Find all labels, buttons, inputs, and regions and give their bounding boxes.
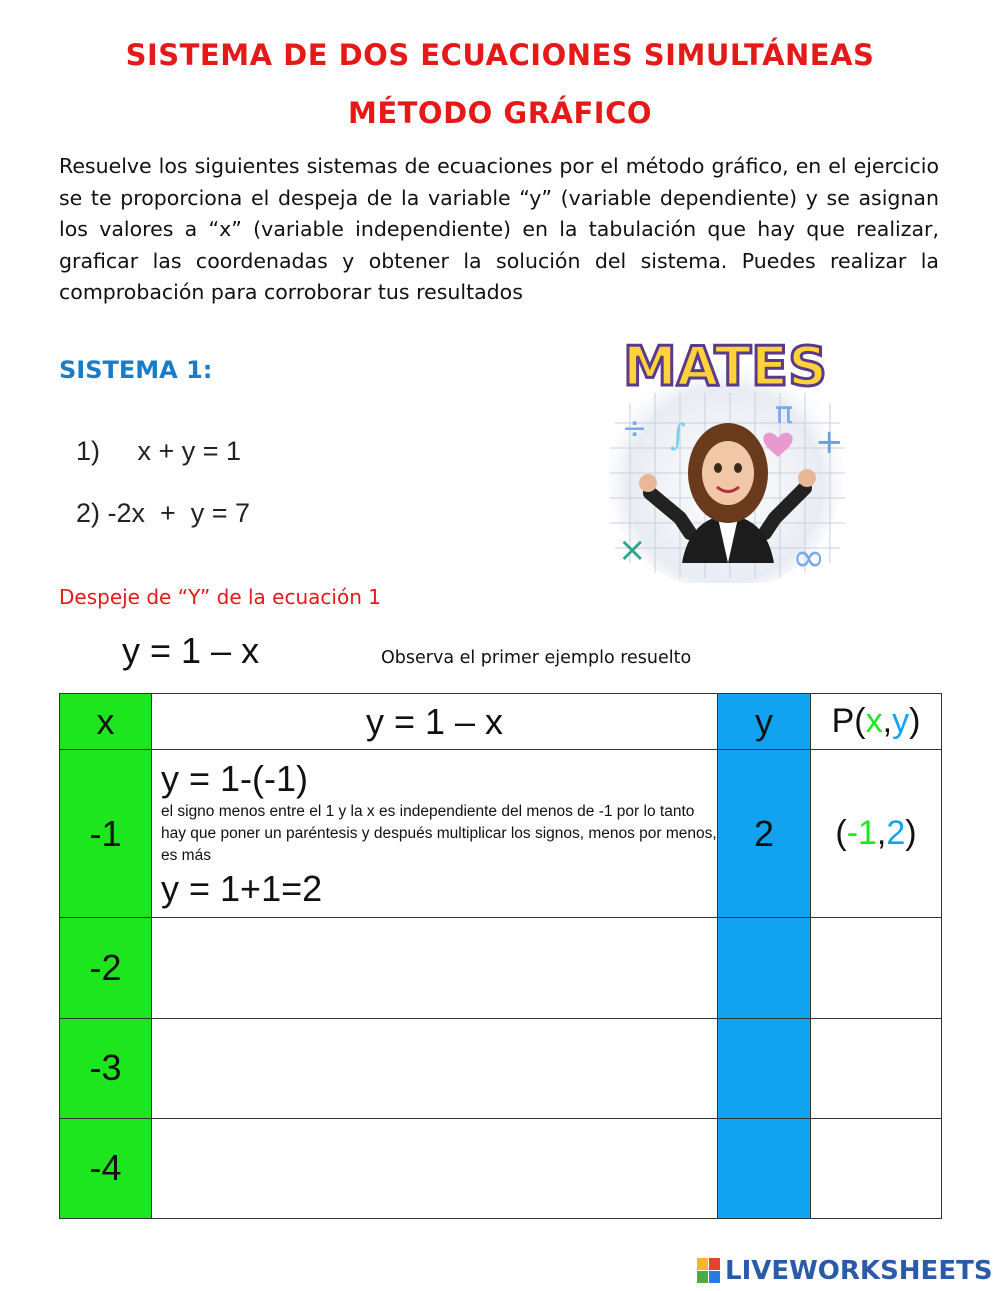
row1-point-comma: , xyxy=(876,814,887,853)
row3-work-input[interactable] xyxy=(152,1018,718,1118)
row4-point-input[interactable] xyxy=(811,1118,942,1218)
header-y: y xyxy=(718,694,811,750)
page-title: SISTEMA DE DOS ECUACIONES SIMULTÁNEAS xyxy=(125,38,875,72)
header-point xyxy=(811,694,942,750)
header-equation: y = 1 – x xyxy=(152,694,718,750)
row1-y-value[interactable]: 2 xyxy=(718,750,811,918)
header-point-x: x xyxy=(865,702,883,741)
solve-y-label: Despeje de “Y” de la ecuación 1 xyxy=(59,585,381,609)
table-row xyxy=(60,750,942,918)
row2-point-input[interactable] xyxy=(811,918,942,1018)
table-row xyxy=(60,918,942,1018)
mates-logo: MATES xyxy=(623,335,827,398)
tabulation-table xyxy=(59,693,942,1219)
row1-point[interactable] xyxy=(811,750,942,918)
table-row xyxy=(60,1018,942,1118)
equation-1: 1) x + y = 1 xyxy=(76,436,242,466)
row3-x-value: -3 xyxy=(60,1018,152,1118)
header-x: x xyxy=(60,694,152,750)
mates-illustration xyxy=(600,333,850,583)
row1-point-y: 2 xyxy=(886,814,906,853)
header-point-close: ) xyxy=(909,702,921,741)
row1-work-step2: y = 1+1=2 xyxy=(161,867,323,909)
svg-text:∞: ∞ xyxy=(792,535,826,581)
row1-point-open: ( xyxy=(835,814,847,853)
solved-equation: y = 1 – x xyxy=(122,630,260,671)
svg-text:÷: ÷ xyxy=(622,411,648,446)
row4-work-input[interactable] xyxy=(152,1118,718,1218)
row2-y-input[interactable] xyxy=(718,918,811,1018)
row1-point-x: -1 xyxy=(846,814,877,853)
system-label: SISTEMA 1: xyxy=(59,356,213,384)
svg-text:+: + xyxy=(815,422,844,462)
svg-text:∫: ∫ xyxy=(670,418,686,453)
row3-point-input[interactable] xyxy=(811,1018,942,1118)
liveworksheets-logo-icon xyxy=(697,1258,721,1284)
svg-text:×: × xyxy=(618,530,647,570)
equation-2: 2) -2x + y = 7 xyxy=(76,498,251,528)
header-point-open: P( xyxy=(831,702,866,741)
row4-y-input[interactable] xyxy=(718,1118,811,1218)
liveworksheets-logo: LIVEWORKSHEETS xyxy=(725,1256,993,1286)
row1-work-cell[interactable] xyxy=(152,750,718,918)
row1-work-step1: y = 1-(-1) xyxy=(161,757,309,799)
footer-brand xyxy=(697,1256,993,1286)
row2-x-value: -2 xyxy=(60,918,152,1018)
table-header-row xyxy=(60,694,942,750)
row4-x-value: -4 xyxy=(60,1118,152,1218)
header-point-y: y xyxy=(892,702,910,741)
svg-text:π: π xyxy=(775,396,794,431)
row2-work-input[interactable] xyxy=(152,918,718,1018)
row3-y-input[interactable] xyxy=(718,1018,811,1118)
row1-x-value: -1 xyxy=(60,750,152,918)
row1-explanation: el signo menos entre el 1 y la x es independiente del menos de -1 por lo tanto hay que poner un paréntesis y después multiplicar los signos, menos por menos, es más xyxy=(161,802,717,864)
header-point-comma: , xyxy=(882,702,893,741)
page-subtitle: MÉTODO GRÁFICO xyxy=(347,96,653,130)
example-hint: Observa el primer ejemplo resuelto xyxy=(381,648,692,668)
table-row xyxy=(60,1118,942,1218)
row1-point-close: ) xyxy=(905,814,917,853)
instructions-paragraph: Resuelve los siguientes sistemas de ecuaciones por el método gráfico, en el ejercicio se te proporciona el despeja de la variable “y” (variable dependiente) y se asignan los valores a “x” (variable independiente) en la tabulación que hay que realizar, graficar las coordenadas y obtener la solución del sistema. Puedes realizar la comprobación para corroborar tus resultados xyxy=(59,154,939,304)
